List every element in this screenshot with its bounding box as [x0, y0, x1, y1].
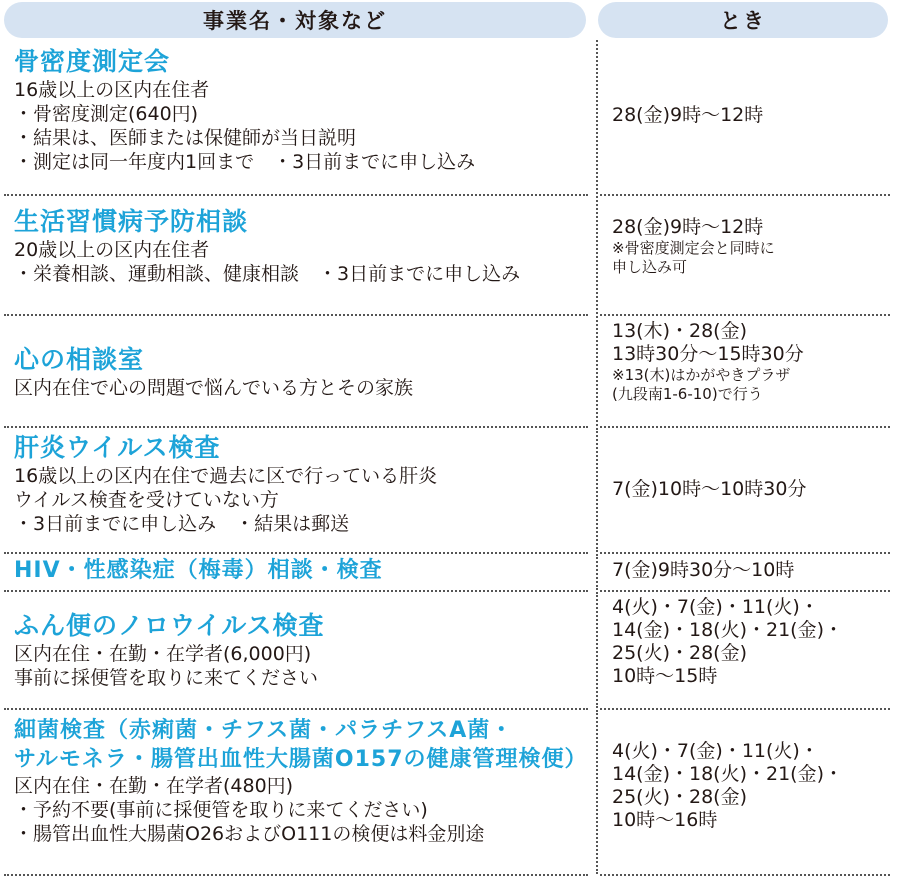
table-row — [0, 428, 900, 552]
column-divider — [596, 428, 598, 552]
table-row — [0, 554, 900, 590]
event-detail: 区内在住で心の問題で悩んでいる方とその家族 — [14, 377, 414, 399]
column-divider — [596, 592, 598, 708]
table-row — [0, 40, 900, 194]
column-divider — [596, 196, 598, 314]
event-detail: 16歳以上の区内在住者 — [14, 79, 210, 101]
event-title: 心の相談室 — [14, 345, 145, 374]
event-detail: ・予約不要(事前に採便管を取りに来てください) — [14, 799, 428, 821]
event-note: 申し込み可 — [612, 258, 688, 276]
event-time: 7(金)10時～10時30分 — [612, 478, 807, 500]
event-time: 4(火)・7(金)・11(火)・ — [612, 596, 819, 618]
table-row — [0, 316, 900, 426]
time-cell — [612, 104, 892, 127]
table-row — [0, 592, 900, 708]
event-title: HIV・性感染症（梅毒）相談・検査 — [14, 558, 383, 583]
event-detail: ・腸管出血性大腸菌O26およびO111の検便は料金別途 — [14, 823, 485, 845]
event-time: 13(木)・28(金) — [612, 320, 748, 342]
event-time: 25(火)・28(金) — [612, 786, 748, 808]
event-title: ふん便のノロウイルス検査 — [14, 611, 325, 640]
event-title: 骨密度測定会 — [14, 47, 171, 76]
time-cell — [612, 740, 892, 832]
column-divider — [596, 40, 598, 194]
event-detail: 16歳以上の区内在住で過去に区で行っている肝炎 — [14, 465, 438, 487]
event-detail: ・測定は同一年度内1回まで ・3日前までに申し込み — [14, 151, 476, 173]
event-cell — [14, 432, 586, 536]
event-time: 13時30分～15時30分 — [612, 343, 804, 365]
event-title: 細菌検査（赤痢菌・チフス菌・パラチフスA菌・ — [14, 718, 514, 743]
event-detail: 20歳以上の区内在住者 — [14, 239, 210, 261]
event-time: 10時～16時 — [612, 809, 718, 831]
event-time: 10時～15時 — [612, 665, 718, 687]
event-cell — [14, 610, 586, 690]
event-time: 25(火)・28(金) — [612, 642, 748, 664]
time-cell — [612, 320, 892, 404]
column-divider — [596, 710, 598, 874]
event-cell — [14, 206, 586, 286]
event-time: 28(金)9時～12時 — [612, 216, 764, 238]
event-detail: ウイルス検査を受けていない方 — [14, 489, 279, 511]
event-note: ※13(木)はかがやきプラザ — [612, 366, 791, 384]
column-divider — [596, 316, 598, 426]
table-header — [0, 2, 900, 38]
event-cell — [14, 344, 586, 400]
header-time: とき — [598, 2, 888, 38]
event-note: (九段南1-6-10)で行う — [612, 385, 763, 403]
event-detail: ・3日前までに申し込み ・結果は郵送 — [14, 513, 350, 535]
event-detail: 区内在住・在勤・在学者(480円) — [14, 775, 294, 797]
event-time: 7(金)9時30分～10時 — [612, 559, 795, 581]
column-divider — [596, 554, 598, 590]
table-row — [0, 710, 900, 874]
event-detail: ・結果は、医師または保健師が当日説明 — [14, 127, 357, 149]
event-time: 14(金)・18(火)・21(金)・ — [612, 763, 844, 785]
event-detail: 事前に採便管を取りに来てください — [14, 667, 319, 689]
event-title: 生活習慣病予防相談 — [14, 207, 249, 236]
time-cell — [612, 559, 892, 582]
time-cell — [612, 216, 892, 277]
header-event-target: 事業名・対象など — [4, 2, 586, 38]
time-cell — [612, 478, 892, 501]
event-cell — [14, 556, 586, 585]
event-time: 28(金)9時～12時 — [612, 104, 764, 126]
event-detail: ・骨密度測定(640円) — [14, 103, 199, 125]
event-cell — [14, 716, 586, 846]
event-title: サルモネラ・腸管出血性大腸菌O157の健康管理検便） — [14, 747, 588, 772]
event-time: 14(金)・18(火)・21(金)・ — [612, 619, 844, 641]
table-row — [0, 196, 900, 314]
time-cell — [612, 596, 892, 688]
event-time: 4(火)・7(金)・11(火)・ — [612, 740, 819, 762]
event-cell — [14, 46, 586, 174]
event-note: ※骨密度測定会と同時に — [612, 239, 775, 257]
event-detail: ・栄養相談、運動相談、健康相談 ・3日前までに申し込み — [14, 263, 521, 285]
event-title: 肝炎ウイルス検査 — [14, 433, 221, 462]
event-detail: 区内在住・在勤・在学者(6,000円) — [14, 643, 312, 665]
